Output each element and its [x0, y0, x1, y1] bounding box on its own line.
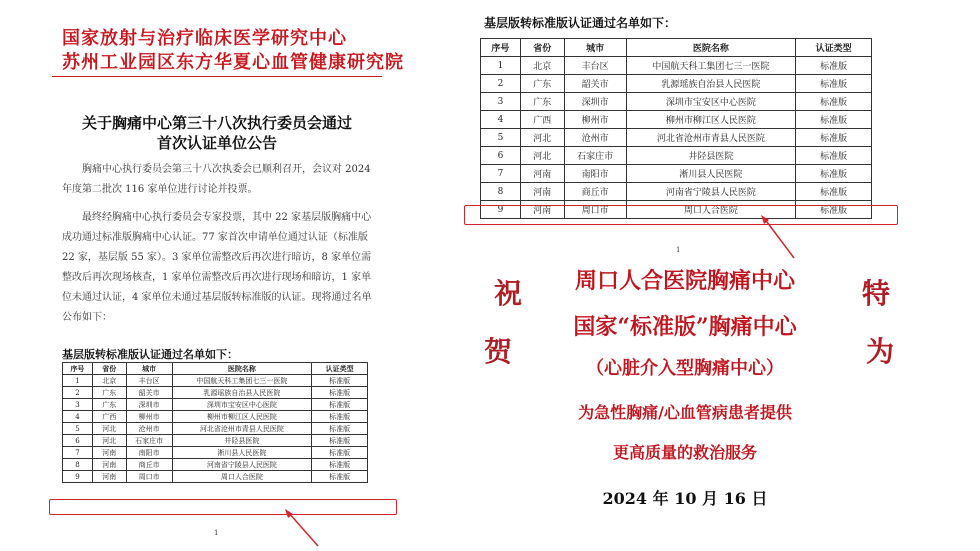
table-cell: 河北省沧州市青县人民医院: [626, 129, 796, 147]
table-cell: 中国航天科工集团七三一医院: [172, 375, 312, 387]
table-cell: 4: [481, 111, 521, 129]
table-cell: 标准版: [312, 387, 368, 399]
table-cell: 韶关市: [126, 387, 172, 399]
table-cell: 3: [481, 93, 521, 111]
table-cell: 北京: [92, 375, 126, 387]
table-cell: 河北: [520, 147, 564, 165]
table-cell: 河南: [92, 471, 126, 483]
body-paragraph-2: 最终经胸痛中心执行委员会专家投票，其中 22 家基层版胸痛中心成功通过标准版胸痛中心认证。77 家首次申请单位通过认证（标准版 22 家，基层版 55 家）。3 家单位需整改后再次进行暗访，8 家单位需整改后再次现场核查，1 家单位需整改后再次进行现场和暗访，1 家单位未通过认证，4 家单位未通过基层版转标准版的认证。现将通过名单公布如下：: [62, 212, 372, 323]
table-row: [63, 435, 368, 447]
table-row: [481, 75, 872, 93]
table-cell: 标准版: [312, 423, 368, 435]
table-cell: 6: [481, 147, 521, 165]
congrats-char-zhu: 祝: [494, 277, 523, 310]
announcement-title-line1: 关于胸痛中心第三十八次执行委员会通过: [81, 114, 352, 132]
table-cell: 柳州市: [126, 411, 172, 423]
table-row: [481, 57, 872, 75]
left-highlight-box: [49, 499, 397, 515]
table-cell: 淅川县人民医院: [172, 447, 312, 459]
table-cell: 河北: [92, 435, 126, 447]
table-cell: 丰台区: [126, 375, 172, 387]
table-header-cell: 序号: [63, 363, 93, 375]
right-page-number: 1: [676, 246, 681, 254]
announcement-title-line2: 首次认证单位公告: [156, 134, 277, 152]
table-cell: 标准版: [796, 201, 872, 219]
table-cell: 标准版: [796, 57, 872, 75]
table-row: [63, 459, 368, 471]
table-cell: 2: [63, 387, 93, 399]
table-cell: 南阳市: [126, 447, 172, 459]
table-cell: 井陉县医院: [172, 435, 312, 447]
congrats-service-line1: 为急性胸痛/心血管病患者提供: [578, 403, 792, 422]
congrats-char-te: 特: [862, 277, 891, 310]
table-cell: 河南: [92, 459, 126, 471]
table-cell: 1: [63, 375, 93, 387]
table-cell: 标准版: [796, 129, 872, 147]
table-cell: 石家庄市: [564, 147, 626, 165]
table-cell: 标准版: [796, 183, 872, 201]
table-cell: 标准版: [312, 399, 368, 411]
table-cell: 9: [63, 471, 93, 483]
table-row: [63, 423, 368, 435]
table-row: [63, 375, 368, 387]
table-cell: 广东: [92, 399, 126, 411]
table-cell: 河南: [520, 201, 564, 219]
table-cell: 沧州市: [126, 423, 172, 435]
table-cell: 5: [63, 423, 93, 435]
table-cell: 柳州市: [564, 111, 626, 129]
table-cell: 标准版: [796, 93, 872, 111]
table-header-cell: 省份: [92, 363, 126, 375]
table-cell: 河北省沧州市青县人民医院: [172, 423, 312, 435]
table-cell: 韶关市: [564, 75, 626, 93]
table-cell: 周口市: [564, 201, 626, 219]
org-name-line2: 苏州工业园区东方华夏心血管健康研究院: [62, 52, 404, 73]
table-cell: 北京: [520, 57, 564, 75]
table-cell: 河北: [520, 129, 564, 147]
table-row: [481, 147, 872, 165]
table-cell: 标准版: [796, 75, 872, 93]
table-cell: 广西: [92, 411, 126, 423]
congrats-hospital-line: 周口人合医院胸痛中心: [574, 268, 795, 294]
congrats-service-line2: 更高质量的救治服务: [612, 443, 757, 462]
table-cell: 河南: [520, 183, 564, 201]
table-cell: 标准版: [312, 471, 368, 483]
table-row: [481, 111, 872, 129]
right-list-subhead: 基层版转标准版认证通过名单如下：: [484, 16, 677, 30]
table-header-cell: 认证类型: [796, 39, 872, 57]
table-cell: 深圳市宝安区中心医院: [172, 399, 312, 411]
table-cell: 中国航天科工集团七三一医院: [626, 57, 796, 75]
table-cell: 深圳市: [564, 93, 626, 111]
table-cell: 标准版: [312, 375, 368, 387]
table-cell: 淅川县人民医院: [626, 165, 796, 183]
table-row: [481, 129, 872, 147]
table-cell: 柳州市柳江区人民医院: [626, 111, 796, 129]
table-cell: 沧州市: [564, 129, 626, 147]
table-cell: 商丘市: [126, 459, 172, 471]
table-cell: 乳源瑶族自治县人民医院: [172, 387, 312, 399]
table-cell: 标准版: [796, 111, 872, 129]
table-cell: 深圳市: [126, 399, 172, 411]
congrats-type-line: （心脏介入型胸痛中心）: [586, 358, 784, 379]
table-cell: 河南: [92, 447, 126, 459]
table-cell: 井陉县医院: [626, 147, 796, 165]
table-cell: 8: [63, 459, 93, 471]
table-row: [63, 387, 368, 399]
table-row: [481, 93, 872, 111]
table-cell: 广东: [520, 93, 564, 111]
announcement-body: [62, 160, 372, 328]
left-page-number: 1: [214, 529, 219, 537]
table-cell: 9: [481, 201, 521, 219]
congrats-char-he: 贺: [484, 335, 513, 368]
table-cell: 8: [481, 183, 521, 201]
table-cell: 广东: [520, 75, 564, 93]
left-arrow-icon: [282, 508, 322, 548]
table-cell: 商丘市: [564, 183, 626, 201]
congrats-char-wei: 为: [866, 335, 895, 368]
congrats-standard-line: 国家“标准版”胸痛中心: [573, 314, 797, 340]
table-header-cell: 序号: [481, 39, 521, 57]
table-cell: 河南省宁陵县人民医院: [172, 459, 312, 471]
left-list-subhead: 基层版转标准版认证通过名单如下：: [62, 348, 238, 361]
header-divider: [52, 76, 382, 77]
table-row: [63, 471, 368, 483]
table-header-row: [481, 39, 872, 57]
table-header-row: [63, 363, 368, 375]
table-cell: 柳州市柳江区人民医院: [172, 411, 312, 423]
table-header-cell: 省份: [520, 39, 564, 57]
table-header-cell: 认证类型: [312, 363, 368, 375]
table-cell: 标准版: [796, 147, 872, 165]
table-row: [63, 399, 368, 411]
table-cell: 6: [63, 435, 93, 447]
table-cell: 2: [481, 75, 521, 93]
table-cell: 深圳市宝安区中心医院: [626, 93, 796, 111]
table-row: [481, 165, 872, 183]
right-highlight-box: [464, 205, 898, 225]
table-cell: 3: [63, 399, 93, 411]
org-name-line1: 国家放射与治疗临床医学研究中心: [62, 28, 347, 49]
table-cell: 5: [481, 129, 521, 147]
table-cell: 标准版: [312, 459, 368, 471]
table-row: [481, 183, 872, 201]
table-cell: 周口人合医院: [172, 471, 312, 483]
table-cell: 周口人合医院: [626, 201, 796, 219]
table-row: [63, 411, 368, 423]
table-cell: 标准版: [796, 165, 872, 183]
table-cell: 7: [481, 165, 521, 183]
table-cell: 广东: [92, 387, 126, 399]
table-cell: 河北: [92, 423, 126, 435]
table-cell: 4: [63, 411, 93, 423]
table-cell: 河南: [520, 165, 564, 183]
table-cell: 南阳市: [564, 165, 626, 183]
table-header-cell: 城市: [126, 363, 172, 375]
table-cell: 标准版: [312, 411, 368, 423]
table-cell: 乳源瑶族自治县人民医院: [626, 75, 796, 93]
right-arrow-icon: [758, 214, 798, 260]
congrats-date: 2024 年 10 月 16 日: [602, 489, 768, 508]
body-paragraph-1: 胸痛中心执行委员会第三十八次执委会已顺利召开，会议对 2024 年度第二批次 116 家单位进行讨论并投票。: [62, 164, 371, 195]
right-certification-table: [480, 38, 872, 219]
table-cell: 标准版: [312, 447, 368, 459]
table-header-cell: 医院名称: [626, 39, 796, 57]
table-cell: 丰台区: [564, 57, 626, 75]
table-cell: 河南省宁陵县人民医院: [626, 183, 796, 201]
table-cell: 标准版: [312, 435, 368, 447]
table-cell: 周口市: [126, 471, 172, 483]
table-cell: 1: [481, 57, 521, 75]
table-cell: 7: [63, 447, 93, 459]
table-header-cell: 医院名称: [172, 363, 312, 375]
table-row: [63, 447, 368, 459]
table-header-cell: 城市: [564, 39, 626, 57]
table-cell: 广西: [520, 111, 564, 129]
left-certification-table: [62, 362, 368, 483]
table-cell: 石家庄市: [126, 435, 172, 447]
